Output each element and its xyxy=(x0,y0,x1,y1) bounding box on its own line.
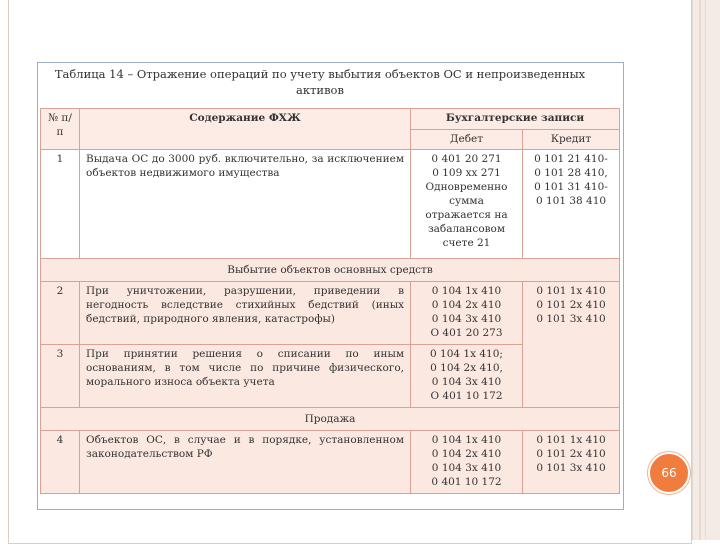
row-content: При уничтожении, разрушении, приведении в негодность вследствие стихийных бедствий (иных бедствий, природного явления, катастрофы) xyxy=(80,282,411,345)
row-number: 3 xyxy=(41,345,80,408)
row-debit: 0 104 1х 410 0 104 2х 410 0 104 3х 410 О 401 20 273 xyxy=(411,282,523,345)
row-content: Объектов ОС, в случае и в порядке, установленном законодательством РФ xyxy=(80,431,411,494)
row-credit: 0 101 21 410- 0 101 28 410, 0 101 31 410- 0 101 38 410 xyxy=(523,150,620,259)
row-content: При принятии решения о списании по иным основаниям, в том числе по причине физического, морального износа объекта учета xyxy=(80,345,411,408)
header-entries: Бухгалтерские записи xyxy=(411,109,620,130)
section-sale: Продажа xyxy=(41,408,620,431)
operations-table xyxy=(40,108,620,494)
row-number: 4 xyxy=(41,431,80,494)
row-debit: 0 104 1х 410; 0 104 2х 410, 0 104 3х 410 О 401 10 172 xyxy=(411,345,523,408)
table-title: Таблица 14 – Отражение операций по учету выбытия объектов ОС и непроизведенных активов xyxy=(54,67,586,97)
page-number-badge: 66 xyxy=(648,452,690,494)
table-row xyxy=(41,150,620,259)
side-strip xyxy=(692,0,720,540)
row-credit: 0 101 1х 410 0 101 2х 410 0 101 3х 410 xyxy=(523,431,620,494)
header-credit: Кредит xyxy=(523,129,620,150)
header-row xyxy=(41,109,620,130)
row-debit: 0 104 1х 410 0 104 2х 410 0 104 3х 410 0 401 10 172 xyxy=(411,431,523,494)
row-credit: 0 101 1х 410 0 101 2х 410 0 101 3х 410 xyxy=(523,282,620,408)
section-disposal: Выбытие объектов основных средств xyxy=(41,259,620,282)
section-row xyxy=(41,259,620,282)
header-debit: Дебет xyxy=(411,129,523,150)
header-num: № п/п xyxy=(41,109,80,150)
row-number: 1 xyxy=(41,150,80,259)
row-number: 2 xyxy=(41,282,80,345)
row-content: Выдача ОС до 3000 руб. включительно, за исключением объектов недвижимого имущества xyxy=(80,150,411,259)
table-row xyxy=(41,282,620,345)
row-debit: 0 401 20 271 0 109 хх 271 Одновременно сумма отражается на забалансовом счете 21 xyxy=(411,150,523,259)
section-row xyxy=(41,408,620,431)
header-content: Содержание ФХЖ xyxy=(80,109,411,150)
table-row xyxy=(41,431,620,494)
